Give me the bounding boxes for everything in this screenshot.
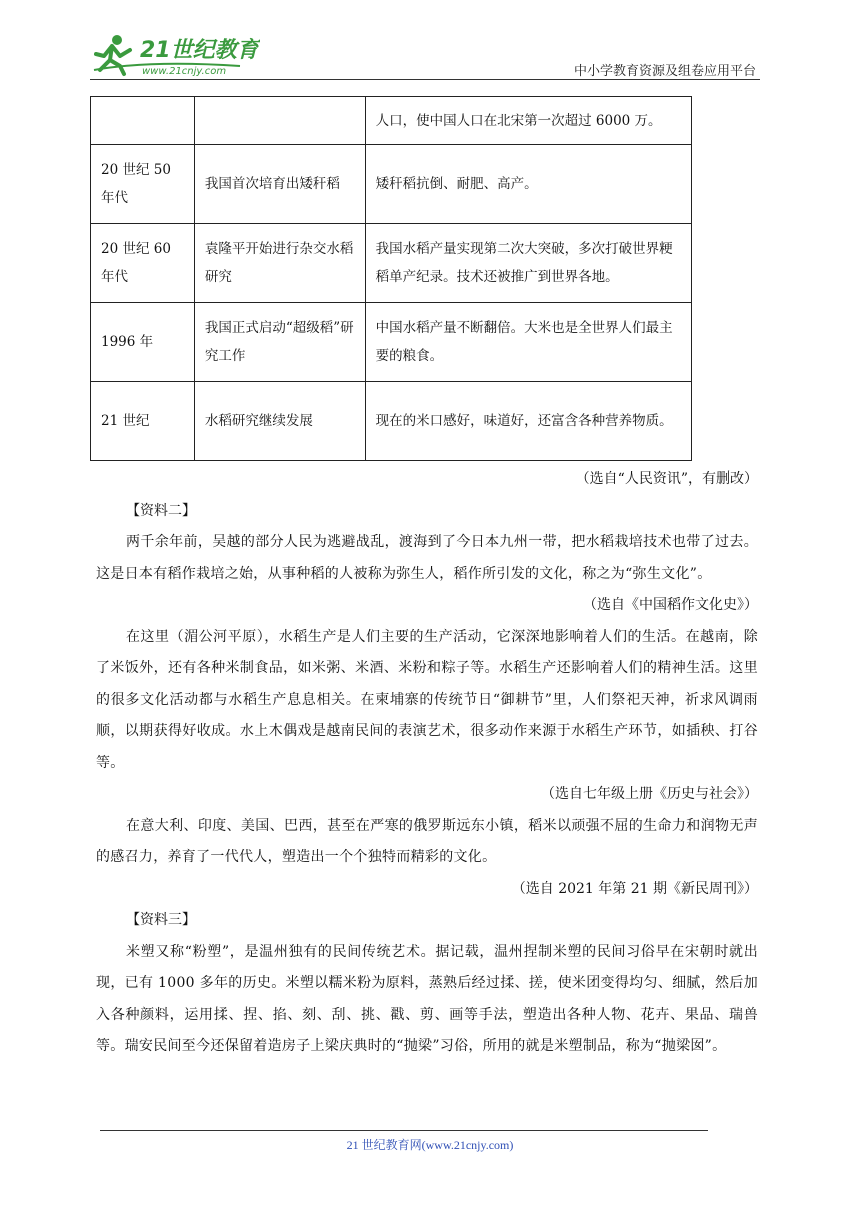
paragraph: 在这里（湄公河平原），水稻生产是人们主要的生产活动，它深深地影响着人们的生活。在越南，除了米饭外，还有各种米制食品，如米粥、米酒、米粉和粽子等。水稻生产还影响着人们的精神生活。这里的很多文化活动都与水稻生产息息相关。在柬埔寨的传统节日“御耕节”里，人们祭祀天神，祈求风调雨顺，以期获得好收成。水上木偶戏是越南民间的表演艺术，很多动作来源于水稻生产环节，如插秧、打谷等。 — [96, 628, 758, 771]
footer-link[interactable]: 21 世纪教育网(www.21cnjy.com) — [346, 1138, 514, 1152]
paragraph: 两千余年前，吴越的部分人民为逃避战乱，渡海到了今日本九州一带，把水稻栽培技术也带了过去。这是日本有稻作栽培之始，从事种稻的人被称为弥生人，稻作所引发的文化，称之为“弥生文化”。 — [96, 534, 758, 582]
runner-logo-icon — [90, 30, 260, 78]
source-citation: （选自七年级上册《历史与社会》） — [541, 786, 758, 802]
table-cell-period: 1996 年 — [91, 303, 195, 382]
header-tagline: 中小学教育资源及组卷应用平台 — [573, 64, 756, 79]
document-body — [96, 464, 758, 1063]
footer-divider — [100, 1130, 708, 1131]
table-cell-impact: 现在的米口感好，味道好，还富含各种营养物质。 — [365, 382, 691, 461]
table-cell-period — [91, 97, 195, 145]
section-heading: 【资料三】 — [126, 912, 196, 928]
rice-history-table — [90, 96, 692, 461]
paragraph: 米塑又称“粉塑”，是温州独有的民间传统艺术。据记载，温州捏制米塑的民间习俗早在宋朝时就出现，已有 1000 多年的历史。米塑以糯米粉为原料，蒸熟后经过揉、搓，使米团变得均匀、细腻，然后加入各种颜料，运用揉、捏、掐、刻、刮、挑、戳、剪、画等手法，塑造出各种人物、花卉、果品、瑞兽等。瑞安民间至今还保留着造房子上梁庆典时的“抛梁”习俗，所用的就是米塑制品，称为“抛梁囡”。 — [96, 943, 758, 1054]
table-row — [91, 382, 692, 461]
paragraph: 在意大利、印度、美国、巴西，甚至在严寒的俄罗斯远东小镇，稻米以顽强不屈的生命力和润物无声的感召力，养育了一代代人，塑造出一个个独特而精彩的文化。 — [96, 817, 758, 865]
table-cell-event — [194, 97, 365, 145]
table-cell-impact: 矮秆稻抗倒、耐肥、高产。 — [365, 145, 691, 224]
table-cell-event: 袁隆平开始进行杂交水稻研究 — [194, 224, 365, 303]
site-logo[interactable] — [90, 30, 260, 78]
source-citation: （选自《中国稻作文化史》） — [583, 597, 758, 613]
source-citation: （选自“人民资讯”，有删改） — [575, 471, 758, 487]
logo-url: www.21cnjy.com — [142, 66, 227, 77]
header-divider — [90, 79, 760, 80]
logo-title: 21世纪教育 — [140, 38, 259, 63]
table-cell-impact: 人口，使中国人口在北宋第一次超过 6000 万。 — [365, 97, 691, 145]
table-cell-period: 20 世纪 60 年代 — [91, 224, 195, 303]
table-cell-period: 20 世纪 50 年代 — [91, 145, 195, 224]
section-heading: 【资料二】 — [126, 502, 196, 519]
table-row — [91, 97, 692, 145]
table-cell-event: 我国首次培育出矮秆稻 — [194, 145, 365, 224]
table-row — [91, 224, 692, 303]
table-cell-event: 水稻研究继续发展 — [194, 382, 365, 461]
table-cell-event: 我国正式启动“超级稻”研究工作 — [194, 303, 365, 382]
source-citation: （选自 2021 年第 21 期《新民周刊》） — [511, 880, 758, 897]
table-row — [91, 145, 692, 224]
table-row — [91, 303, 692, 382]
page-header — [90, 30, 760, 80]
table-cell-period: 21 世纪 — [91, 382, 195, 461]
table-cell-impact: 中国水稻产量不断翻倍。大米也是全世界人们最主要的粮食。 — [365, 303, 691, 382]
table-cell-impact: 我国水稻产量实现第二次大突破，多次打破世界粳稻单产纪录。技术还被推广到世界各地。 — [365, 224, 691, 303]
